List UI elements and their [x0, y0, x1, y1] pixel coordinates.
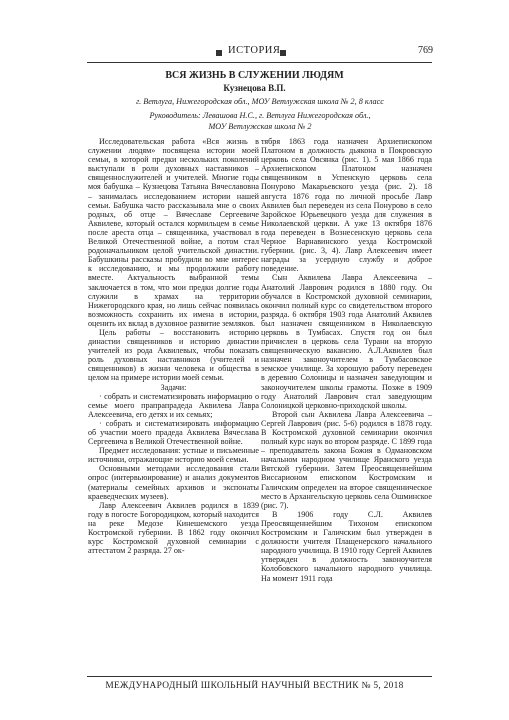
paragraph: Предмет исследования: устные и письменные источники, отражающие историю моей семьи.	[88, 446, 259, 465]
journal-footer: МЕЖДУНАРОДНЫЙ ШКОЛЬНЫЙ НАУЧНЫЙ ВЕСТНИК № 5, 2018	[105, 681, 404, 691]
article-title: ВСЯ ЖИЗНЬ В СЛУЖЕНИИ ЛЮДЯМ	[165, 70, 344, 81]
paragraph: Исследовательская работа «Вся жизнь в служении людям» посвящена истории моей семьи, в которой предки нескольких поколений выступали в роли духовных наставников – священнослужителей и учителей. Многие годы моя бабушка – Кузнецова Татьяна Вячеславовна – занималась исследованием истории нашей семьи. Бабушка часто рассказывала мне о своих родных, об отце – Вячеславе Сергеевиче Аквилеве, который остался кормильцем в семье после ареста отца – священника, участвовал в Великой Отечественной войне, а потом стал родоначальником целой учительской династии. Бабушкины рассказы пробудили во мне интерес к исследованию, и мы продолжили работу вместе. Актуальность выбранной темы заключается в том, что мои предки долгие годы служили в храмах на территории Нижегородского края, но лишь сейчас появилась возможность сохранить их имена в истории, оценить их вклад в духовное развитие земляков.	[88, 137, 259, 328]
page-number: 769	[418, 45, 433, 56]
section-title: ИСТОРИЯ	[228, 45, 281, 56]
footer-rule	[87, 676, 432, 677]
tasks-heading: Задачи:	[160, 382, 187, 392]
header-square-left	[216, 50, 222, 56]
list-item: · собрать и систематизировать информацию о семье моего прапрапрадеда Аквилева Лавра Алексеевича, его детях и их семьях;	[88, 391, 259, 419]
paragraph: Второй сын Аквилева Лавра Алексеевича – Сергей Лаврович (рис. 5-6) родился в 1878 году. В Костромской духовной семинарии окончил полный курс наук во втором разряде. С 1899 года – преподаватель закона Божия в Одмановском начальном народном училище Яранского уезда Вятской губернии. Затем Преосвященнейшим Виссарионом епископом Костромским и Галичским определен на второе священническое место в Архангельскую церковь села Ошминское (рис. 7).	[261, 409, 432, 510]
paragraph: Лавр Алексеевич Аквилев родился в 1839 году в погосте Богородицком, который находится на реке Медозе Кинешемского уезда Костромской губернии. В 1862 году окончил курс Костромской духовной семинарии с аттестатом 2 разряда. 27 ок-	[88, 500, 259, 556]
header-rule	[87, 62, 432, 63]
author: Кузнецова В.П.	[223, 83, 286, 93]
paragraph: В 1906 году С.Л. Аквилев Преосвященнейшим Тихоном епископом Костромским и Галичским был утвержден в должности учителя Плащенерского начального народного училища. В 1910 году Сергей Аквилев утвержден в должность законоучителя Колобовского начального народного училища. На момент 1911 года	[261, 509, 432, 583]
paragraph: тября 1863 года назначен Архиепископом Платоном в должность дьякона в Покровскую церковь села Овсянка (рис. 1). 5 мая 1866 года Архиепископом Платоном назначен священником в Успенскую церковь села Понурово Макарьевского уезда (рис. 2). 18 августа 1876 года по личной просьбе Лавр Аквилев был переведен из села Понурово в село Заройское Юрьевецкого уезда для служения в Николаевской церкви. А уже 13 октября 1876 года переведен в Вознесенскую церковь села Черное Варнавинского уезда Костромской губернии. (рис. 3, 4). Лавр Алексеевич имеет награды за усердную службу и доброе поведение.	[261, 137, 432, 274]
affiliation: г. Ветлуга, Нижегородская обл., МОУ Ветлужская школа № 2, 8 класс	[136, 97, 384, 106]
list-item: · собрать и систематизировать информацию об участии моего прадеда Аквилева Вячеслава Сергеевича в Великой Отечественной войне.	[88, 418, 259, 447]
paragraph: Основными методами исследования стали опрос (интервьюирование) и анализ документов (материалы семейных архивов и экспонаты краеведческих музеев).	[88, 464, 259, 501]
paragraph: Сын Аквилева Лавра Алексеевича – Анатолий Лаврович родился в 1880 году. Он обучался в Костромской духовной семинарии, окончил полный курс со свидетельством второго разряда. 6 октября 1903 года Анатолий Аквилев был назначен священником в Николаевскую церковь в Тумбасах. Спустя год он был причислен в церковь села Турани на вторую священническую вакансию. А.Л.Аквилев был назначен законоучителем в Тумбасовское земское училище. За хорошую работу переведен в деревню Солоницы и назначен заведующим и законоучителем школы грамоты. Позже в 1909 году Анатолий Лаврович стал заведующим Солоницкой церковно-приходской школы.	[261, 273, 432, 410]
supervisor: Руководитель: Левашова Н.С., г. Ветлуга Нижегородская обл., МОУ Ветлужская школа № 2	[149, 111, 371, 131]
paragraph: Цель работы – восстановить историю династии священников и историю династии учителей из рода Аквилевых, чтобы показать роль духовных наставников (учителей и священников) в жизни человека и общества в целом на примере истории моей семьи.	[88, 327, 259, 383]
left-column	[88, 137, 259, 555]
right-column	[261, 137, 432, 583]
header-square-right	[280, 50, 286, 56]
